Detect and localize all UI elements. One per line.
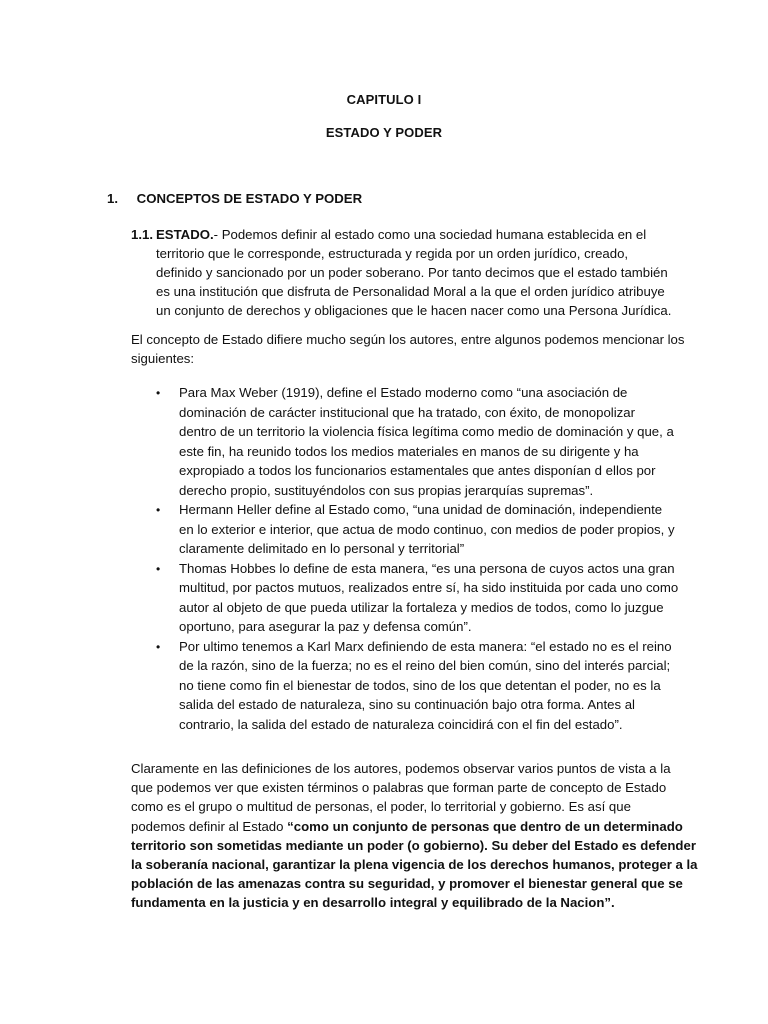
list-item-line: oportuno, para asegurar la paz y defensa común”. xyxy=(179,619,472,634)
document-title: ESTADO Y PODER xyxy=(325,125,443,140)
subsection-line: un conjunto de derechos y obligaciones que le hacen nacer como una Persona Jurídica. xyxy=(156,303,672,318)
definition-emphasis: la soberanía nacional, garantizar la plena vigencia de los derechos humanos, proteger a la xyxy=(131,857,698,873)
paragraph-line: siguientes: xyxy=(131,351,195,366)
chapter-heading: CAPITULO I xyxy=(346,92,422,107)
section-heading-text: CONCEPTOS DE ESTADO Y PODER xyxy=(136,191,363,206)
paragraph-line: Claramente en las definiciones de los autores, podemos observar varios puntos de vista a la xyxy=(131,761,671,776)
list-item-line: expropiado a todos los funcionarios estamentales que antes disponían d ellos por xyxy=(179,463,656,478)
list-item-line: autor al objeto de que pueda utilizar la fortaleza y medios de todos, como lo juzgue xyxy=(179,599,664,615)
list-item-line: no tiene como fin el bienestar de todos, sino de los que detentan el poder, no es la xyxy=(179,677,661,693)
subsection-number: 1.1. xyxy=(131,227,153,242)
bullet-marker: • xyxy=(156,386,161,400)
list-item-heller xyxy=(155,500,695,559)
definition-emphasis: población de las amenazas contra su seguridad, y promover el bienestar general que se xyxy=(131,876,683,892)
list-item-line: Por ultimo tenemos a Karl Marx definiendo de esta manera: “el estado no es el reino xyxy=(179,638,672,654)
list-item-line: dentro de un territorio la violencia física legítima como medio de dominación y que, a xyxy=(179,424,674,439)
paragraph-line xyxy=(131,817,683,836)
section-heading xyxy=(107,191,362,206)
bullet-marker: • xyxy=(156,639,161,654)
list-item-line: salida del estado de naturaleza, sino su continuación bajo otra forma. Antes al xyxy=(179,697,635,712)
section-number: 1. xyxy=(107,191,118,206)
list-item-line: este fin, ha reunido todos los medios materiales en manos de su dirigente y ha xyxy=(179,443,639,459)
intro-paragraph xyxy=(131,330,685,368)
bullet-marker: • xyxy=(156,503,161,517)
list-item-line: contrario, la salida del estado de naturaleza coincidirá con el fin del estado”. xyxy=(179,716,623,732)
paragraph-line: como es el grupo o multitud de personas, el poder, lo territorial y gobierno. Es así que xyxy=(131,799,631,815)
subsection-line: es una institución que disfruta de Personalidad Moral a la que el orden jurídico atribuye xyxy=(156,284,665,299)
definition-emphasis: fundamenta en la justicia y en desarrollo integral y equilibrado de la Nacion”. xyxy=(131,895,615,911)
list-item-weber xyxy=(155,383,695,500)
list-item-line: Para Max Weber (1919), define el Estado moderno como “una asociación de xyxy=(179,385,628,400)
list-item-line: claramente delimitado en lo personal y territorial” xyxy=(179,541,465,556)
list-item-line: multitud, por pactos mutuos, realizados entre sí, ha sido instituida por cada uno como xyxy=(179,580,679,595)
subsection-line: territorio que le corresponde, estructurada y regida por un orden jurídico, creado, xyxy=(156,246,629,261)
closing-paragraph xyxy=(131,759,698,913)
definition-emphasis: territorio son sometidas mediante un poder (o gobierno). Su deber del Estado es defender xyxy=(131,837,696,853)
list-item-line: derecho propio, sustituyéndolos con sus propias jerarquías supremas”. xyxy=(179,482,594,498)
list-item-line: de la razón, sino de la fuerza; no es el reino del bien común, sino del interés parcial; xyxy=(179,658,671,673)
paragraph-line: El concepto de Estado difiere mucho según los autores, entre algunos podemos mencionar los xyxy=(131,332,685,347)
paragraph-line-text: podemos definir al Estado xyxy=(131,818,288,834)
subsection-body xyxy=(156,225,671,320)
subsection-line: definido y sancionado por un poder soberano. Por tanto decimos que el estado también xyxy=(156,265,668,280)
list-item-hobbes xyxy=(155,559,695,637)
definition-emphasis: “como un conjunto de personas que dentro de un determinado xyxy=(287,818,683,834)
definitions-list xyxy=(155,383,695,734)
list-item-line: Hermann Heller define al Estado como, “una unidad de dominación, independiente xyxy=(179,502,663,517)
list-item-line: en lo exterior e interior, que actua de modo continuo, con medios de poder propios, y xyxy=(179,521,675,537)
bullet-marker: • xyxy=(156,561,161,576)
subsection-line xyxy=(156,225,671,244)
paragraph-line: que podemos ver que existen términos o palabras que forman parte de concepto de Estado xyxy=(131,780,667,796)
list-item-marx xyxy=(155,637,695,735)
subsection-term: ESTADO. xyxy=(156,227,214,242)
subsection-line-text: - Podemos definir al estado como una sociedad humana establecida en el xyxy=(213,227,647,242)
list-item-line: dominación de carácter institucional que ha tratado, con éxito, de monopolizar xyxy=(179,404,635,420)
list-item-line: Thomas Hobbes lo define de esta manera, “es una persona de cuyos actos una gran xyxy=(179,560,675,576)
